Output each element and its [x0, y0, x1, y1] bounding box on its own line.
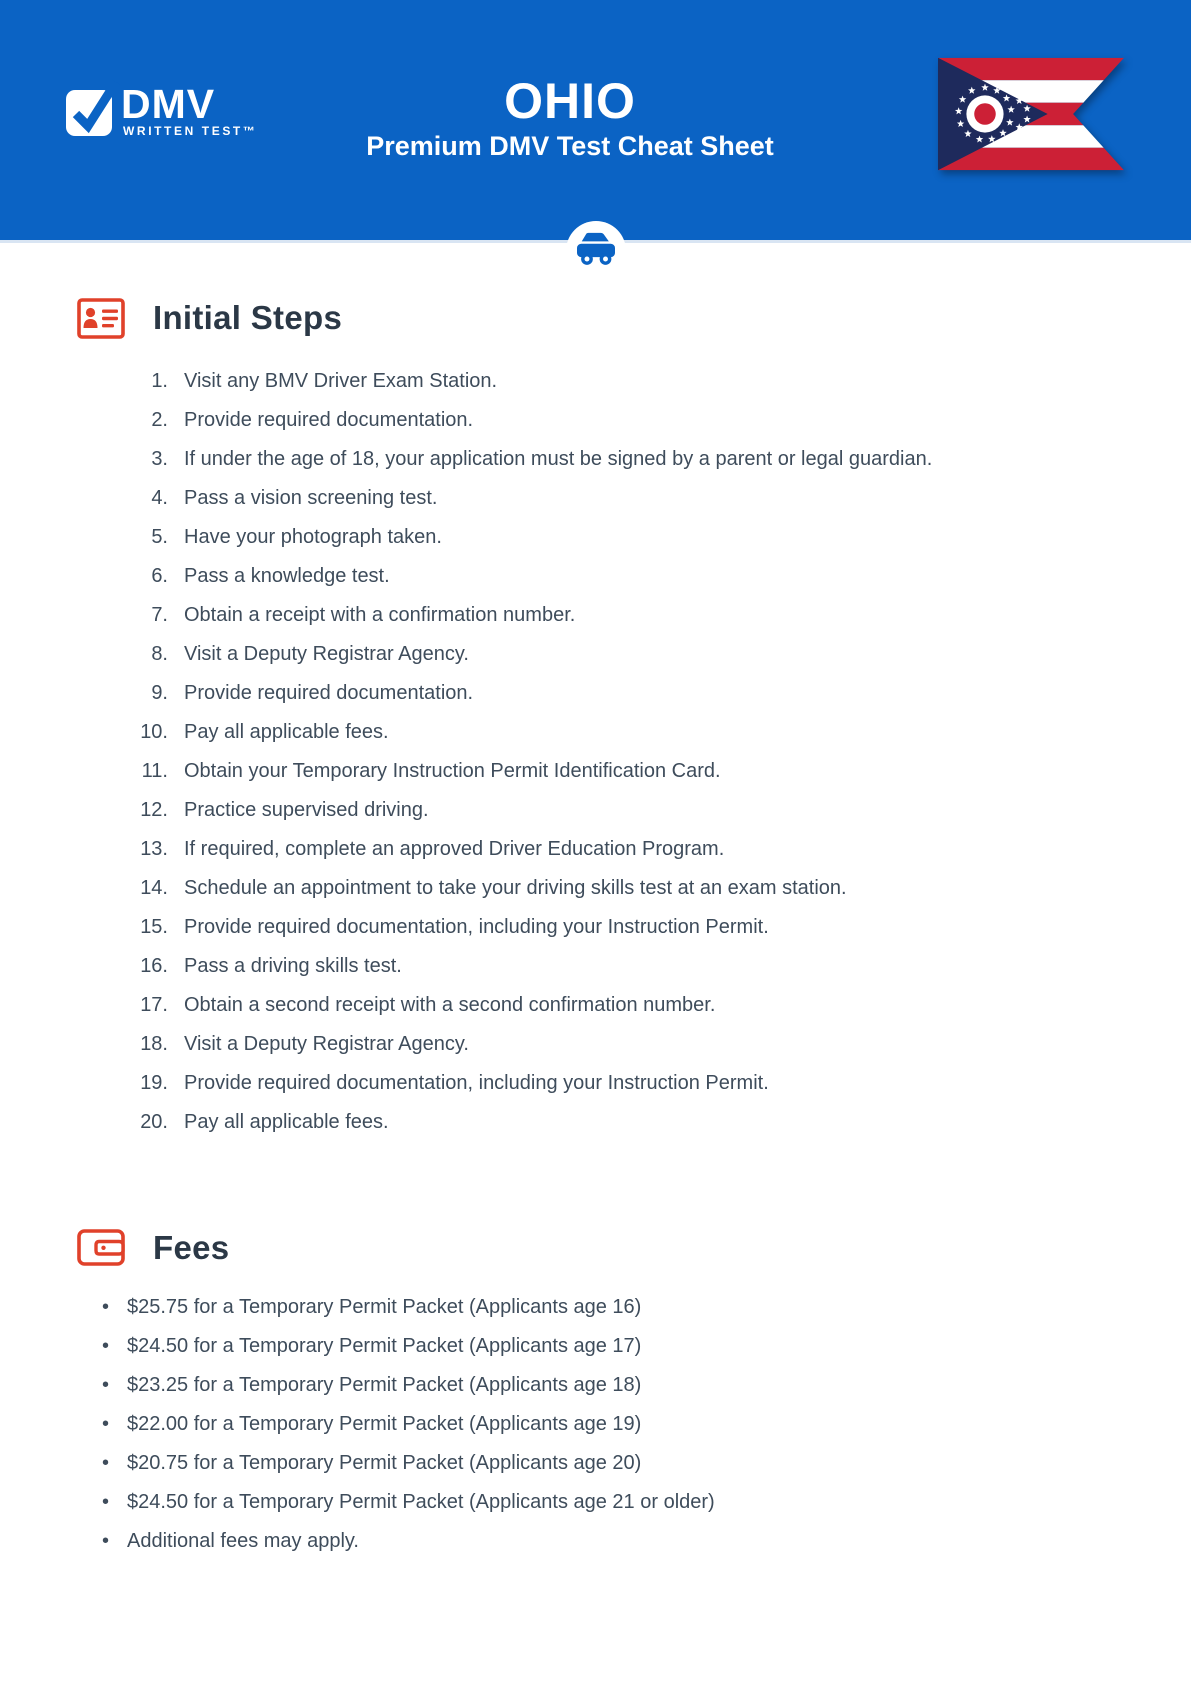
list-text: Visit any BMV Driver Exam Station.: [184, 370, 498, 392]
bullet-dot: •: [102, 1491, 110, 1513]
list-text: $24.50 for a Temporary Permit Packet (Applicants age 17): [127, 1335, 642, 1357]
list-text: Obtain a second receipt with a second confirmation number.: [184, 994, 716, 1016]
list-number: 12.: [140, 799, 168, 821]
bullet-dot: •: [102, 1413, 110, 1435]
page-title: OHIO: [504, 73, 636, 129]
list-number: 19.: [140, 1072, 168, 1094]
list-item: [0, 362, 1191, 401]
initial-steps-list: [0, 362, 1191, 1142]
ohio-flag: [938, 56, 1124, 172]
list-item: [0, 1444, 1191, 1483]
list-item: [0, 1327, 1191, 1366]
list-number: 6.: [151, 565, 168, 587]
list-number: 8.: [151, 643, 168, 665]
list-number: 14.: [140, 877, 168, 899]
logo-brand-text: DMV: [121, 81, 216, 127]
list-text: $22.00 for a Temporary Permit Packet (Applicants age 19): [127, 1413, 642, 1435]
list-text: If under the age of 18, your application must be signed by a parent or legal guardian.: [184, 448, 933, 470]
list-number: 7.: [151, 604, 168, 626]
list-item: [0, 479, 1191, 518]
list-item: [0, 830, 1191, 869]
car-badge: [566, 221, 626, 281]
list-text: Pay all applicable fees.: [184, 721, 389, 743]
page-subtitle: Premium DMV Test Cheat Sheet: [366, 131, 774, 161]
list-number: 5.: [151, 526, 168, 548]
list-number: 11.: [141, 760, 168, 782]
header-banner: [0, 0, 1191, 240]
car-icon: [577, 232, 615, 266]
logo-sub-text: WRITTEN TEST™: [123, 124, 258, 138]
bullet-dot: •: [102, 1374, 110, 1396]
list-text: Provide required documentation.: [184, 409, 474, 431]
list-number: 1.: [151, 370, 168, 392]
list-item: [0, 1288, 1191, 1327]
fees-list: [0, 1288, 1191, 1561]
list-item: [0, 635, 1191, 674]
list-text: Provide required documentation, including your Instruction Permit.: [184, 1072, 769, 1094]
list-item: [0, 713, 1191, 752]
list-item: [0, 596, 1191, 635]
wallet-icon: [77, 1226, 125, 1270]
list-number: 20.: [140, 1111, 168, 1133]
list-text: Obtain your Temporary Instruction Permit Identification Card.: [184, 760, 721, 782]
list-text: Have your photograph taken.: [184, 526, 442, 548]
list-text: Visit a Deputy Registrar Agency.: [184, 643, 469, 665]
list-item: [0, 401, 1191, 440]
section-header-initial-steps: [77, 296, 342, 340]
list-text: Pass a driving skills test.: [184, 955, 402, 977]
list-text: $23.25 for a Temporary Permit Packet (Applicants age 18): [127, 1374, 642, 1396]
list-number: 18.: [140, 1033, 168, 1055]
bullet-dot: •: [102, 1296, 110, 1318]
section-header-fees: [77, 1226, 229, 1270]
list-item: [0, 1366, 1191, 1405]
list-item: [0, 752, 1191, 791]
list-text: Provide required documentation.: [184, 682, 474, 704]
list-text: $20.75 for a Temporary Permit Packet (Applicants age 20): [127, 1452, 642, 1474]
list-text: Obtain a receipt with a confirmation number.: [184, 604, 576, 626]
list-text: Additional fees may apply.: [127, 1530, 359, 1552]
list-text: Pass a knowledge test.: [184, 565, 390, 587]
list-item: [0, 1025, 1191, 1064]
list-text: Provide required documentation, including your Instruction Permit.: [184, 916, 769, 938]
list-text: Practice supervised driving.: [184, 799, 429, 821]
list-item: [0, 440, 1191, 479]
section-title: Initial Steps: [153, 299, 343, 336]
list-number: 15.: [140, 916, 168, 938]
bullet-dot: •: [102, 1530, 110, 1552]
list-number: 2.: [151, 409, 168, 431]
list-number: 17.: [140, 994, 168, 1016]
list-text: If required, complete an approved Driver Education Program.: [184, 838, 725, 860]
list-item: [0, 1103, 1191, 1142]
list-item: [0, 1483, 1191, 1522]
list-number: 16.: [140, 955, 168, 977]
list-item: [0, 557, 1191, 596]
list-number: 9.: [151, 682, 168, 704]
list-item: [0, 986, 1191, 1025]
section-title: Fees: [153, 1229, 230, 1266]
list-item: [0, 791, 1191, 830]
list-item: [0, 947, 1191, 986]
list-text: $25.75 for a Temporary Permit Packet (Applicants age 16): [127, 1296, 642, 1318]
list-item: [0, 1405, 1191, 1444]
id-card-icon: [77, 296, 125, 340]
list-text: Pass a vision screening test.: [184, 487, 438, 509]
bullet-dot: •: [102, 1335, 110, 1357]
list-item: [0, 674, 1191, 713]
list-text: Visit a Deputy Registrar Agency.: [184, 1033, 469, 1055]
list-item: [0, 869, 1191, 908]
list-number: 3.: [151, 448, 168, 470]
list-number: 4.: [151, 487, 168, 509]
list-text: $24.50 for a Temporary Permit Packet (Applicants age 21 or older): [127, 1491, 715, 1513]
list-item: [0, 518, 1191, 557]
list-item: [0, 908, 1191, 947]
list-number: 13.: [140, 838, 168, 860]
bullet-dot: •: [102, 1452, 110, 1474]
list-number: 10.: [140, 721, 168, 743]
list-item: [0, 1522, 1191, 1561]
list-text: Schedule an appointment to take your driving skills test at an exam station.: [184, 877, 847, 899]
list-text: Pay all applicable fees.: [184, 1111, 389, 1133]
list-item: [0, 1064, 1191, 1103]
